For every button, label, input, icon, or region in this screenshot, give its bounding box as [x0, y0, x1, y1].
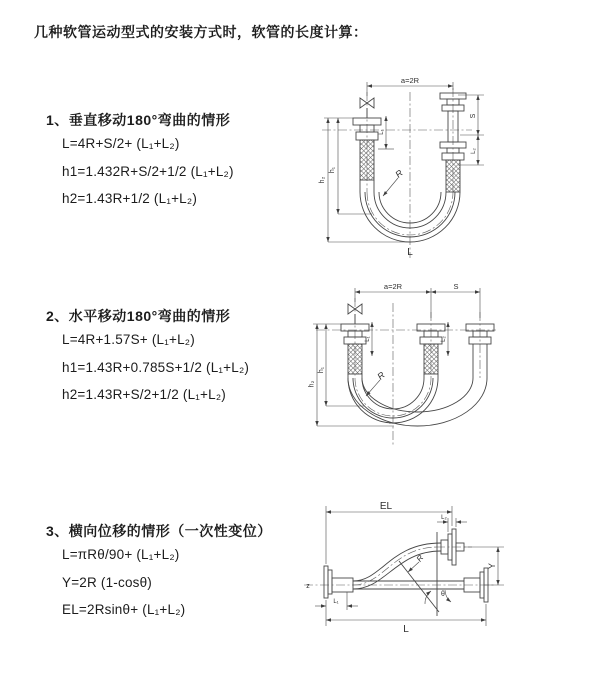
dim-label-l1: L₁ — [333, 599, 339, 605]
axis-mark: z — [306, 583, 310, 590]
dim-label-s: S — [470, 113, 477, 119]
dim-label-s: S — [453, 282, 459, 291]
hose-and-fittings — [353, 93, 466, 242]
dimension-lines — [313, 288, 480, 426]
dim-label-h1: h₁ — [318, 366, 325, 374]
section-vertical-movement — [46, 110, 234, 213]
formula-line: L=4R+1.57S+ (L₁+L₂) — [62, 332, 195, 347]
formula-line: h2=1.43R+S/2+1/2 (L₁+L₂) — [62, 387, 226, 402]
dim-label-y: Y — [487, 562, 497, 570]
formula-line: h1=1.43R+0.785S+1/2 (L₁+L₂) — [62, 359, 250, 375]
angle-label: θ — [441, 591, 445, 598]
diagram-labels — [306, 501, 497, 635]
section-heading: 1、垂直移动180°弯曲的情形 — [46, 112, 231, 128]
section-horizontal-movement — [46, 306, 249, 409]
length-label: L — [407, 247, 413, 258]
dim-label-h2: h₂ — [319, 176, 326, 184]
length-label: L — [403, 624, 409, 635]
dimension-lines — [315, 506, 504, 626]
diagram-lateral-displacement — [298, 498, 600, 653]
section-lateral-displacement — [46, 521, 272, 624]
formula-line: Y=2R (1-cosθ) — [62, 574, 153, 590]
dim-label-a2r: a=2R — [383, 282, 403, 291]
dim-label-l1: L₁ — [379, 129, 385, 135]
hose-and-fittings — [341, 304, 494, 426]
page-title: 几种软管运动型式的安装方式时，软管的长度计算： — [34, 24, 368, 40]
formula-line: L=4R+S/2+ (L₁+L₂) — [62, 136, 180, 151]
formula-line: h2=1.43R+1/2 (L₁+L₂) — [62, 191, 198, 206]
centerlines — [304, 547, 494, 585]
diagram-horizontal-180-bend — [308, 278, 600, 474]
dim-label-l2: L₂ — [441, 515, 447, 521]
dim-label-el: EL — [379, 501, 393, 512]
dim-label-a2r: a=2R — [400, 76, 420, 85]
radius-label: R — [393, 167, 405, 180]
formula-line: h1=1.432R+S/2+1/2 (L₁+L₂) — [62, 163, 234, 179]
section-heading: 3、横向位移的情形（一次性变位） — [46, 523, 272, 539]
dim-label-l2: L₂ — [471, 148, 477, 154]
dim-label-h2: h₂ — [308, 380, 316, 388]
dim-label-h1: h₁ — [329, 166, 336, 174]
centerlines — [316, 298, 496, 446]
dim-label-l2: L₂ — [441, 336, 447, 342]
formula-line: EL=2Rsinθ+ (L₁+L₂) — [62, 602, 186, 617]
diagram-vertical-180-bend — [312, 72, 600, 264]
hose-and-fittings — [324, 529, 488, 616]
section-heading: 2、水平移动180°弯曲的情形 — [46, 308, 231, 324]
formula-line: L=πRθ/90+ (L₁+L₂) — [62, 547, 180, 562]
radius-label: R — [375, 369, 387, 382]
radius-label: R — [414, 553, 426, 564]
dim-label-l1: L₁ — [365, 336, 371, 342]
